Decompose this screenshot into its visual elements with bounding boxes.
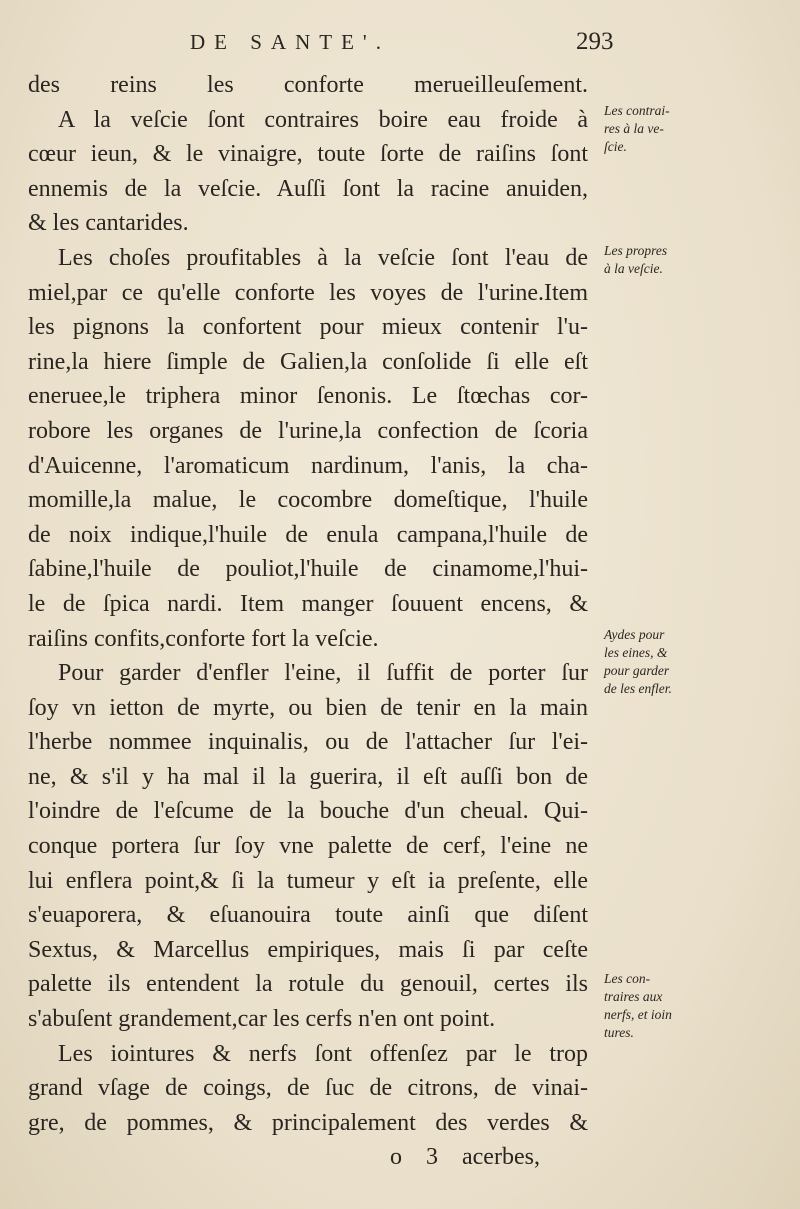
signature-mark: o 3 [390,1144,438,1171]
text-line: conque portera ſur ſoy vne palette de cerf, l'eine ne [28,833,588,860]
margin-note-contraires-vescie [604,102,800,156]
margin-note-line: pour garder [604,663,670,678]
text-line: momille,la malue, le cocombre domeſtique, l'huile [28,487,588,514]
margin-note-line: les eines, & [604,645,668,660]
text-line: l'oindre de l'eſcume de la bouche d'un cheual. Qui- [28,798,588,825]
text-line: robore les organes de l'urine,la confection de ſcoria [28,417,588,444]
margin-note-line: Aydes pour [604,627,665,642]
text-line: d'Auicenne, l'aromaticum nardinum, l'anis, la cha- [28,452,588,479]
text-line: & les cantarides. [28,210,189,237]
text-line: grand vſage de coings, de ſuc de citrons, de vinai- [28,1075,588,1102]
text-line: ne, & s'il y ha mal il la guerira, il eſt auſſi bon de [28,763,588,790]
margin-note-line: res à la ve- [604,121,664,136]
text-line: ſoy vn ietton de myrte, ou bien de tenir en la main [28,694,588,721]
text-line: le de ſpica nardi. Item manger ſouuent encens, & [28,590,588,617]
text-line: cœur ieun, & le vinaigre, toute ſorte de raiſins ſont [28,141,588,168]
margin-note-propres-vescie [604,242,800,278]
margin-note-line: Les contrai- [604,103,670,118]
text-line: de noix indique,l'huile de enula campana,l'huile de [28,521,588,548]
text-line: s'abuſent grandement,car les cerfs n'en ont point. [28,1006,496,1033]
signature-line [28,1140,588,1175]
text-line: eneruee,le triphera minor ſenonis. Le ſtœchas cor- [28,383,588,410]
text-line: lui enflera point,& ſi la tumeur y eſt ia preſente, elle [28,867,588,894]
text-line: miel,par ce qu'elle conforte les voyes de l'urine.Item [28,279,588,306]
text-line: raiſins confits,conforte fort la veſcie. [28,625,379,652]
text-line: rine,la hiere ſimple de Galien,la conſolide ſi elle eſt [28,348,588,375]
text-line: Les choſes proufitables à la veſcie ſont l'eau de [58,244,588,271]
text-line: Sextus, & Marcellus empiriques, mais ſi par ceſte [28,936,588,963]
body-text [28,68,588,1175]
margin-note-line: à la veſcie. [604,261,663,276]
text-line: gre, de pommes, & principalement des verdes & [28,1109,588,1136]
text-line: ennemis de la veſcie. Auſſi ſont la racine anuiden, [28,175,588,202]
text-line: les pignons la confortent pour mieux contenir l'u- [28,314,588,341]
text-line: des reins les conforte merueilleuſement. [28,72,588,98]
margin-note-contraires-nerfs [604,970,800,1042]
text-line: Pour garder d'enfler l'eine, il ſuffit de porter ſur [58,660,588,687]
margin-note-line: traires aux [604,989,663,1004]
text-line: A la veſcie ſont contraires boire eau froide à [58,106,588,133]
margin-note-line: de les enfler. [604,681,672,696]
margin-note-line: Les con- [604,971,651,986]
text-line: ſabine,l'huile de pouliot,l'huile de cinamome,l'hui- [28,556,588,583]
text-line: palette ils entendent la rotule du genouil, certes ils [28,971,588,998]
catchword: acerbes, [462,1144,540,1171]
margin-note-line: tures. [604,1025,634,1040]
margin-note-line: nerfs, et ioin [604,1007,672,1022]
text-line: Les iointures & nerfs ſont offenſez par le trop [58,1040,588,1067]
margin-note-line: Les propres [604,243,668,258]
margin-note-aydes-eines [604,626,800,698]
text-line: s'euaporera, & eſuanouira toute ainſi que diſent [28,902,588,929]
page-number: 293 [576,28,614,55]
running-head: DE SANTE'. [190,30,390,54]
text-line: l'herbe nommee inquinalis, ou de l'attacher ſur l'ei- [28,729,588,756]
margin-note-line: ſcie. [604,139,627,154]
